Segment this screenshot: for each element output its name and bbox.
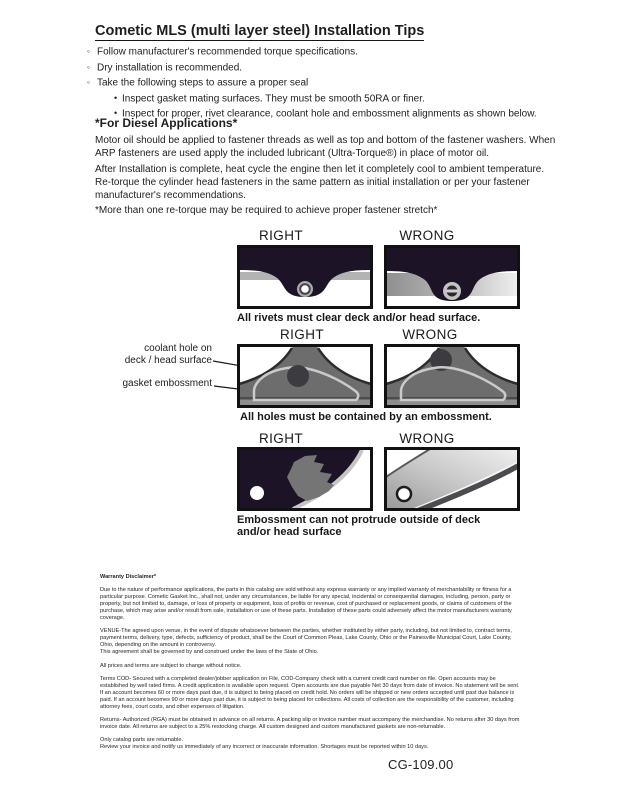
filled-bullet-icon: •: [114, 108, 118, 118]
coolant-hole-callout: coolant hole on deck / head surface: [124, 343, 212, 366]
diagram-protrusion-wrong: [384, 447, 520, 511]
prices-paragraph: All prices and terms are subject to change without notice.: [100, 662, 242, 669]
paragraph-heat-cycle: After Installation is complete, heat cycle the engine then let it completely cool to ambient temperature. Re-torque the cylinder head fasteners in the same pattern as initial installation or per your fastener manufacturer's recommendations.: [95, 164, 545, 202]
bolt-hole: [250, 486, 264, 500]
list-item: • Inspect for proper, rivet clearance, coolant hole and embossment alignments as shown below.: [114, 108, 537, 120]
returnable-paragraph: Only catalog parts are returnable. Review your invoice and notify us immediately of any incorrect or inaccurate information. Shortages must be reported within 10 days.: [100, 737, 429, 751]
row3-caption: Embossment can not protrude outside of deck and/or head surface: [237, 514, 481, 538]
open-bullet-icon: ◦: [87, 46, 91, 56]
filled-bullet-icon: •: [114, 92, 118, 103]
diagram-protrusion-right: [237, 447, 373, 511]
list-item: ◦ Take the following steps to assure a proper seal: [87, 77, 309, 89]
list-item: • Inspect gasket mating surfaces. They must be smooth 50RA or finer.: [114, 92, 425, 104]
open-bullet-icon: ◦: [87, 61, 91, 72]
row1-wrong-label: WRONG: [399, 228, 455, 243]
row2-wrong-label: WRONG: [402, 327, 458, 342]
row2-right-label: RIGHT: [280, 327, 324, 342]
legal-fine-print: [100, 574, 520, 758]
installation-tips-list: [87, 44, 595, 122]
document-code: CG-109.00: [388, 757, 454, 772]
rivet-slot: [446, 290, 459, 293]
rivet-center: [300, 284, 310, 294]
warranty-paragraph: Due to the nature of performance applications, the parts in this catalog are sold without any express warranty or any implied warranty of merchantability or fitness for a particular purpose. Cometic Gasket Inc., shall not, under any circumstances, be liable for any special, incidental or consequential damages, including, person, party or property, but not limited to, damage, or loss of property or equipment, loss of profits or revenue, cost of purchased or replacement goods, or claims of customers of the purchase, which may arise and/or result from sale, installation or use of these parts. Installation of these parts could adversely affect the motor manufacturers warranty coverage.: [100, 587, 512, 622]
returns-paragraph: Returns- Authorized (RGA) must be obtained in advance on all returns. A packing slip or invoice number must accompany the merchandise. No returns after 30 days from invoice date. All returns are subject to a 25% restocking charge. All custom designed and custom manufactured gaskets are non-returnable.: [100, 717, 520, 730]
warranty-disclaimer-heading: Warranty Disclaimer*: [100, 574, 157, 580]
embossment-callout: gasket embossment: [122, 378, 212, 389]
row3-wrong-label: WRONG: [399, 431, 455, 446]
list-item: ◦ Dry installation is recommended.: [87, 61, 243, 73]
row1-right-label: RIGHT: [259, 228, 303, 243]
paragraph-motor-oil: Motor oil should be applied to fastener threads as well as top and bottom of the fastener washers. When ARP fasteners are used apply the included lubricant (Ultra-Torque®) in place of motor oil.: [95, 135, 556, 160]
diagram-rivet-right: [237, 245, 373, 309]
open-bullet-icon: ◦: [87, 77, 91, 87]
list-item: ◦ Follow manufacturer's recommended torque specifications.: [87, 46, 358, 58]
diesel-applications-heading: *For Diesel Applications*: [95, 116, 238, 130]
row2-caption: All holes must be contained by an embossment.: [240, 411, 492, 423]
coolant-hole: [287, 365, 309, 387]
row1-caption: All rivets must clear deck and/or head surface.: [237, 312, 481, 324]
row3-right-label: RIGHT: [259, 431, 303, 446]
bolt-hole: [397, 487, 411, 501]
terms-paragraph: Terms COD- Secured with a completed dealer/jobber application on File, COD-Company check with a current credit card number on file. Open accounts may be established by well rated firms. A credit application is available upon request. Open accounts are due payable Net 30 days from date of invoice. No statement will be sent. If an account becomes 60 or more days past due, it is subject to being placed on credit hold. No orders will be shipped or new orders accepted until past due balance is paid. If an account becomes 90 or more days past due, it is subject to being placed for collections. All costs of collection are the responsibility of the customer, including attorney fees, court costs, and other expenses of litigation.: [100, 675, 520, 710]
diagram-embossment-right: [237, 344, 373, 408]
page-title: Cometic MLS (multi layer steel) Installation Tips: [95, 23, 425, 39]
diagram-rivet-wrong: [384, 245, 520, 309]
venue-paragraph: VENUE-The agreed upon venue, in the event of dispute whatsoever between the parties, whether instituted by either party, including, but not limited to, contract terms, payment terms, delivery, type, defects, sufficiency of product, shall be the Court of Common Pleas, Lake County, Ohio or the Painesville Municipal Court, Lake County, Ohio, depending on the amount in controversy. This agreement shall be governed by and construed under the laws of the State of Ohio.: [100, 628, 512, 656]
retorque-note: *More than one re-torque may be required to achieve proper fastener stretch*: [95, 205, 438, 216]
diagram-embossment-wrong: [384, 344, 520, 408]
